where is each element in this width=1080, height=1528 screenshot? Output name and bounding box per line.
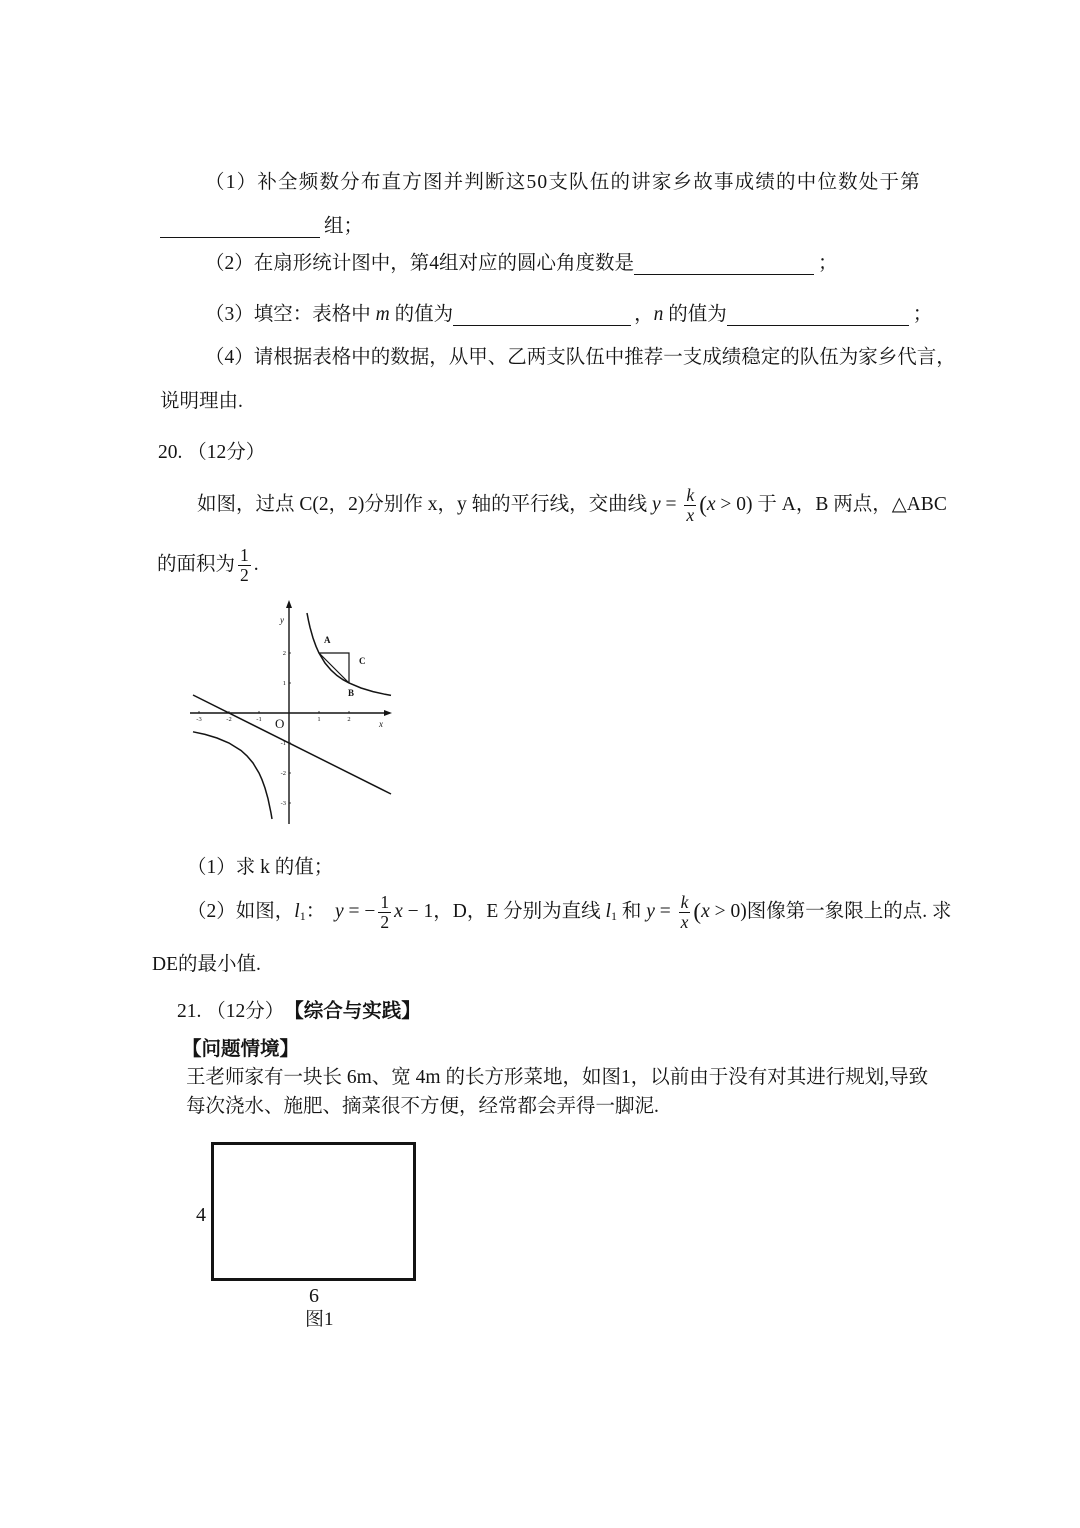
line-l1-colon: ： [305,901,335,922]
line-l1-letter: l [605,901,611,922]
q19-part4-text: （4）请根据表格中的数据，从甲、乙两支队伍中推荐一支成绩稳定的队伍为家乡代言， [205,347,956,368]
q20-area-end: . [253,554,259,575]
q20-part2-line [187,890,951,934]
x-tick-label: 1 [317,716,321,723]
q19-part3-line [205,302,932,328]
answer-blank-n [727,308,909,326]
y-tick-label: -3 [280,800,286,807]
line-eq-mid: = − [343,901,376,922]
figure1-rectangle [211,1142,416,1281]
q19-part1-text: （1）补全频数分布直方图并判断这50支队伍的讲家乡故事成绩的中位数处于第 [205,172,921,193]
coordinate-graph [185,598,400,826]
q20-intro-line [197,483,947,527]
q20-area-text: 的面积为 [157,554,236,575]
curve-domain-open: ( [693,899,702,924]
curve-eq-equals: = [654,901,676,922]
y-tick-label: 2 [282,650,286,657]
q21-header-tag: 【综合与实践】 [284,1001,421,1022]
line-eq-fraction [378,893,391,932]
point-a-label: A [324,635,331,645]
line-eq-tail: − 1 [402,901,434,922]
figure1-width-label: 6 [309,1285,319,1307]
line-l1-letter: l [294,901,300,922]
q19-part3-m-after: 的值为 [389,304,454,325]
curve-eq-equals: = [660,494,682,515]
q19-part3-text: （3）填空：表格中 [205,304,376,325]
point-c-label: C [359,656,366,666]
q20-area-line [157,543,259,587]
figure1-height-label: 4 [196,1204,206,1226]
q20-intro-text-a: 如图，过点 C(2，2)分别作 x，y 轴的平行线，交曲线 [197,494,652,515]
q21-header-text: 21. （12分） [177,1001,285,1022]
hyperbola-branch-third-quadrant [193,732,272,819]
q20-header [158,440,265,466]
q21-section-line [182,1037,299,1063]
curve-domain-rest: > 0) [715,494,753,515]
q20-part1-text: （1）求 k 的值； [187,857,334,878]
curve-domain-variable: x [706,494,716,515]
q19-part4-line [205,345,956,371]
curve-eq-fraction [679,893,691,932]
line-l1-subscript: 1 [610,909,617,923]
area-numerator: 1 [240,544,249,565]
curve-domain-variable: x [701,901,710,922]
figure1-caption: 图1 [305,1309,334,1330]
q19-part3-n-after: 的值为 [663,304,727,325]
line-eq-denominator: 2 [380,911,390,932]
q21-text-line-2 [186,1094,659,1120]
area-fraction [238,546,251,585]
q20-part2-continued [152,952,261,978]
q20-part2-text-c: 和 [616,901,647,922]
line-eq-y: y [334,901,344,922]
q21-text-2: 每次浇水、施肥、摘菜很不方便，经常都会弄得一脚泥. [186,1096,659,1117]
line-l1-name [606,899,617,925]
q20-header-text: 20. （12分） [158,442,266,463]
q20-intro-text-b: 于 A，B 两点，△ABC [752,494,947,515]
answer-blank [160,220,320,238]
q21-text-1: 王老师家有一块长 6m、宽 4m 的长方形菜地，如图1，以前由于没有对其进行规划,导致 [186,1067,929,1088]
line-eq-numerator: 1 [380,891,390,912]
y-tick-label: -1 [280,740,286,747]
x-axis-arrow [384,710,392,716]
curve-domain-open: ( [699,492,707,517]
q20-part1-line [187,855,333,881]
variable-n: n [653,304,664,325]
q19-part2-text: （2）在扇形统计图中，第4组对应的圆心角度数是 [205,253,635,274]
y-axis-label: y [280,615,284,625]
q19-part1-line [205,170,921,196]
x-axis-label: x [379,719,383,729]
x-tick-label: -3 [196,716,202,723]
y-axis-arrow [286,600,292,608]
answer-blank [634,257,814,275]
q20-part2-text-e: DE的最小值. [152,954,261,975]
x-tick-label: -2 [226,716,232,723]
point-b-label: B [348,688,355,698]
line-l1-name [294,899,305,925]
q21-section-title: 【问题情境】 [182,1039,300,1060]
q20-part2-text-a: （2）如图， [187,901,295,922]
q19-part3-end: ； [912,304,933,325]
q21-text-line-1 [186,1065,928,1091]
q19-part3-separator: ， [634,304,654,325]
y-tick-label: -2 [280,770,286,777]
curve-eq-numerator: k [680,891,689,912]
curve-domain-rest: > 0) [709,901,747,922]
x-tick-label: -1 [256,716,262,723]
curve-eq-denominator: x [680,911,689,932]
answer-blank-m [453,308,631,326]
origin-label: O [275,716,285,731]
curve-eq-y: y [652,494,661,515]
coordinate-graph-svg [185,598,400,826]
q21-header [177,999,421,1025]
q19-part1-answer-line [160,214,363,240]
curve-eq-fraction [684,486,696,525]
y-tick-label: 1 [282,680,286,687]
x-tick-label: 2 [347,716,351,723]
line-l1-subscript: 1 [299,909,306,923]
curve-eq-y: y [646,901,655,922]
q20-part2-text-b: ，D，E 分别为直线 [433,901,606,922]
variable-m: m [375,304,390,325]
line-l1 [193,695,391,794]
q19-part1-end: 组； [324,216,364,237]
curve-eq-denominator: x [686,504,695,525]
curve-eq-numerator: k [686,484,695,505]
line-eq-x: x [394,901,403,922]
triangle-hypotenuse [319,653,349,683]
q19-part4-end: 说明理由. [160,391,243,412]
q19-part2-line [205,251,838,277]
axis-ticks [199,653,349,803]
q19-part2-end: ； [818,253,838,274]
area-denominator: 2 [240,564,249,585]
q19-part4-continued [160,389,243,415]
q20-part2-text-d: 图像第一象限上的点. 求 [746,901,952,922]
